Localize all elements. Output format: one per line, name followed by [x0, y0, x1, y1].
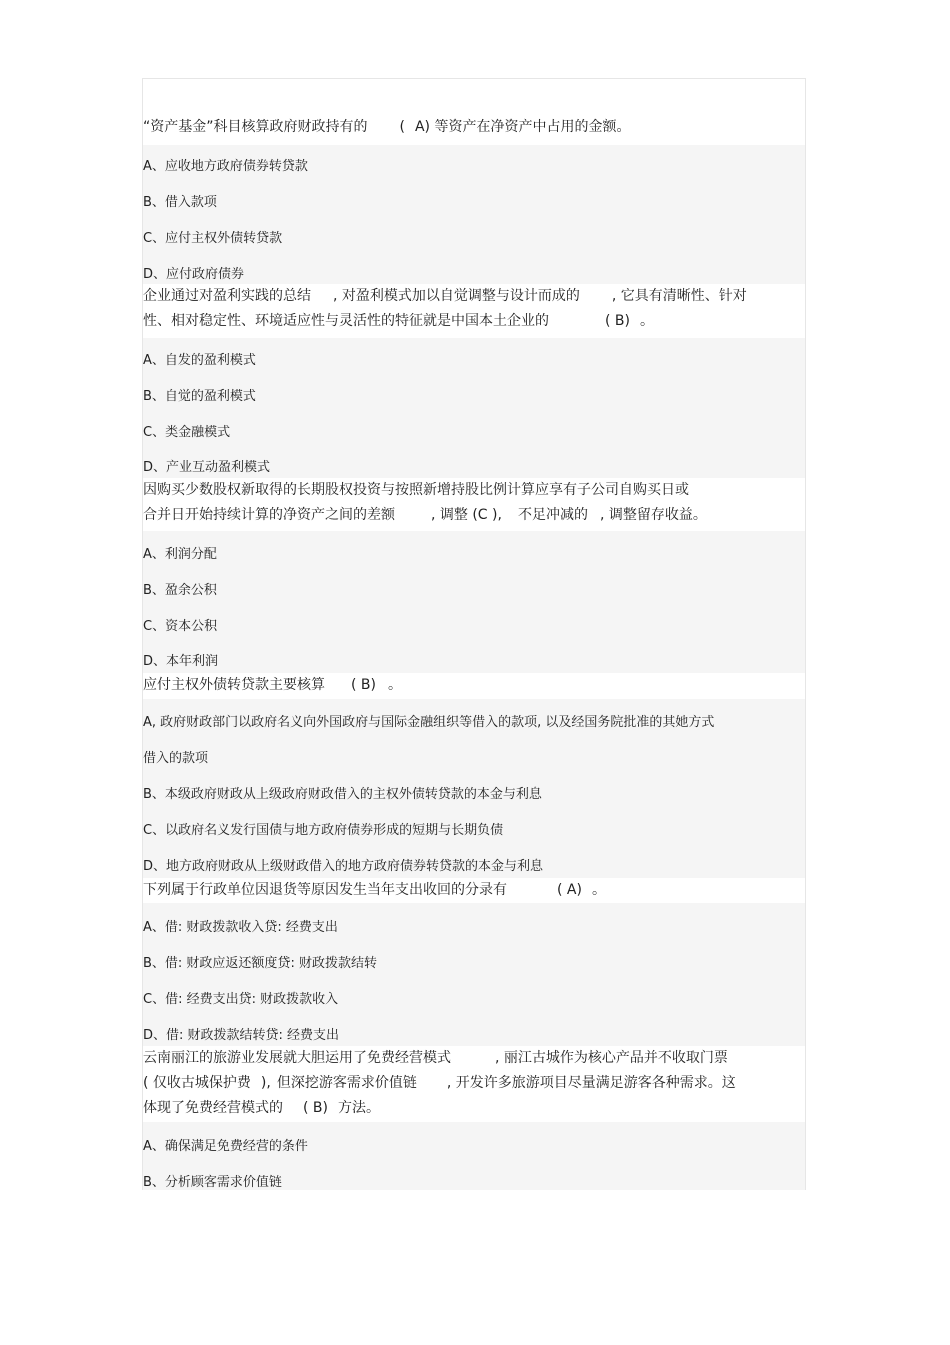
option-text: B、借: 财政应返还额度 — [143, 956, 278, 971]
option-a: A、自发的盈利模式 — [143, 353, 256, 368]
option-c: C、资本公积 — [143, 619, 218, 634]
option-a: A、应收地方政府债券转贷款 — [143, 159, 308, 174]
question-text: ( B) — [605, 313, 630, 329]
option-a: A、确保满足免费经营的条件 — [143, 1139, 308, 1154]
option-a — [143, 919, 338, 937]
question-text: ), — [260, 1075, 271, 1091]
option-text: , 以及经国务院批准的其她方式 — [537, 715, 715, 730]
question-text: ( B) — [303, 1100, 328, 1116]
question-text: 性、相对稳定性、环境适应性与灵活性的特征就是中国本土企业的 — [143, 313, 549, 329]
option-d: D、应付政府债券 — [143, 267, 245, 282]
question-text: 。 — [387, 677, 402, 693]
option-a: A、利润分配 — [143, 547, 217, 562]
question-text: ( — [399, 119, 405, 135]
option-text: 贷: 经费支出 — [264, 920, 338, 935]
option-c: C、以政府名义发行国债与地方政府债券形成的短期与长期负债 — [143, 823, 504, 838]
question-text: 但深挖游客需求价值链 — [276, 1075, 417, 1091]
question-text: ( 仅收古城保护费 — [143, 1075, 251, 1091]
option-text: 贷: 财政拨款结转 — [277, 956, 377, 971]
question-5 — [143, 878, 805, 903]
option-a — [143, 714, 714, 732]
question-text: ( A) — [557, 882, 582, 898]
option-c — [143, 991, 338, 1009]
options-block — [143, 338, 805, 481]
question-text: 不足冲减的 — [517, 507, 588, 523]
question-text: 。 — [591, 882, 606, 898]
question-text: 因购买少数股权新取得的长期股权投资与按照新增持股比例计算应享有子公司自购买日或 — [143, 482, 689, 498]
option-c: C、类金融模式 — [143, 425, 231, 440]
options-block — [143, 531, 805, 674]
question-text: , 对盈利模式加以自觉调整与设计而成的 — [333, 288, 580, 304]
option-text: C、借: 经费支出 — [143, 992, 239, 1007]
option-text: 贷: 经费支出 — [265, 1028, 340, 1043]
question-text: , 调整留存收益。 — [599, 507, 707, 523]
option-b: B、分析顾客需求价值链 — [143, 1175, 282, 1190]
question-text: , 它具有清晰性、针对 — [611, 288, 747, 304]
question-text: ( B) — [351, 677, 376, 693]
question-text: 下列属于行政单位因退货等原因发生当年支出收回的分录有 — [143, 882, 507, 898]
options-block — [143, 903, 805, 1046]
option-d: D、产业互动盈利模式 — [143, 460, 271, 475]
question-text: A) 等资产在净资产中占用的金额。 — [414, 119, 631, 135]
option-c: C、应付主权外债转贷款 — [143, 231, 283, 246]
question-6 — [143, 1046, 805, 1121]
question-text: 合并日开始持续计算的净资产之间的差额 — [143, 507, 395, 523]
options-block — [143, 1122, 805, 1190]
option-b — [143, 955, 377, 973]
question-text: , 调整 (C ), — [431, 507, 502, 523]
option-a-continued: 借入的款项 — [143, 751, 209, 766]
options-block — [143, 145, 805, 286]
question-text: 。 — [639, 313, 654, 329]
options-block — [143, 699, 805, 878]
option-text: A, 政府财政部门以政府名义向外国政府与国际金融组织等借入的款项 — [143, 715, 538, 730]
question-text: , 开发许多旅游项目尽量满足游客各种需求。这 — [446, 1075, 736, 1091]
option-b: B、自觉的盈利模式 — [143, 389, 256, 404]
question-text: 企业通过对盈利实践的总结 — [143, 288, 311, 304]
question-text: 体现了免费经营模式的 — [143, 1100, 283, 1116]
question-1 — [143, 115, 805, 140]
question-2 — [143, 284, 805, 334]
option-b: B、借入款项 — [143, 195, 217, 210]
option-text: A、借: 财政拨款收入 — [143, 920, 265, 935]
question-text: “资产基金”科目核算政府财政持有的 — [143, 119, 368, 135]
option-b: B、本级政府财政从上级政府财政借入的主权外债转贷款的本金与利息 — [143, 787, 542, 802]
question-4 — [143, 673, 805, 698]
option-d: D、本年利润 — [143, 654, 219, 669]
option-b: B、盈余公积 — [143, 583, 217, 598]
question-3 — [143, 478, 805, 528]
question-text: 方法。 — [337, 1100, 380, 1116]
question-text: , 丽江古城作为核心产品并不收取门票 — [495, 1050, 728, 1066]
question-text: 应付主权外债转贷款主要核算 — [143, 677, 325, 693]
option-text: 贷: 财政拨款收入 — [238, 992, 339, 1007]
question-text: 云南丽江的旅游业发展就大胆运用了免费经营模式 — [143, 1050, 451, 1066]
option-d — [143, 1027, 339, 1045]
option-d: D、地方政府财政从上级财政借入的地方政府债券转贷款的本金与利息 — [143, 859, 544, 874]
option-text: D、借: 财政拨款结转 — [143, 1028, 266, 1043]
